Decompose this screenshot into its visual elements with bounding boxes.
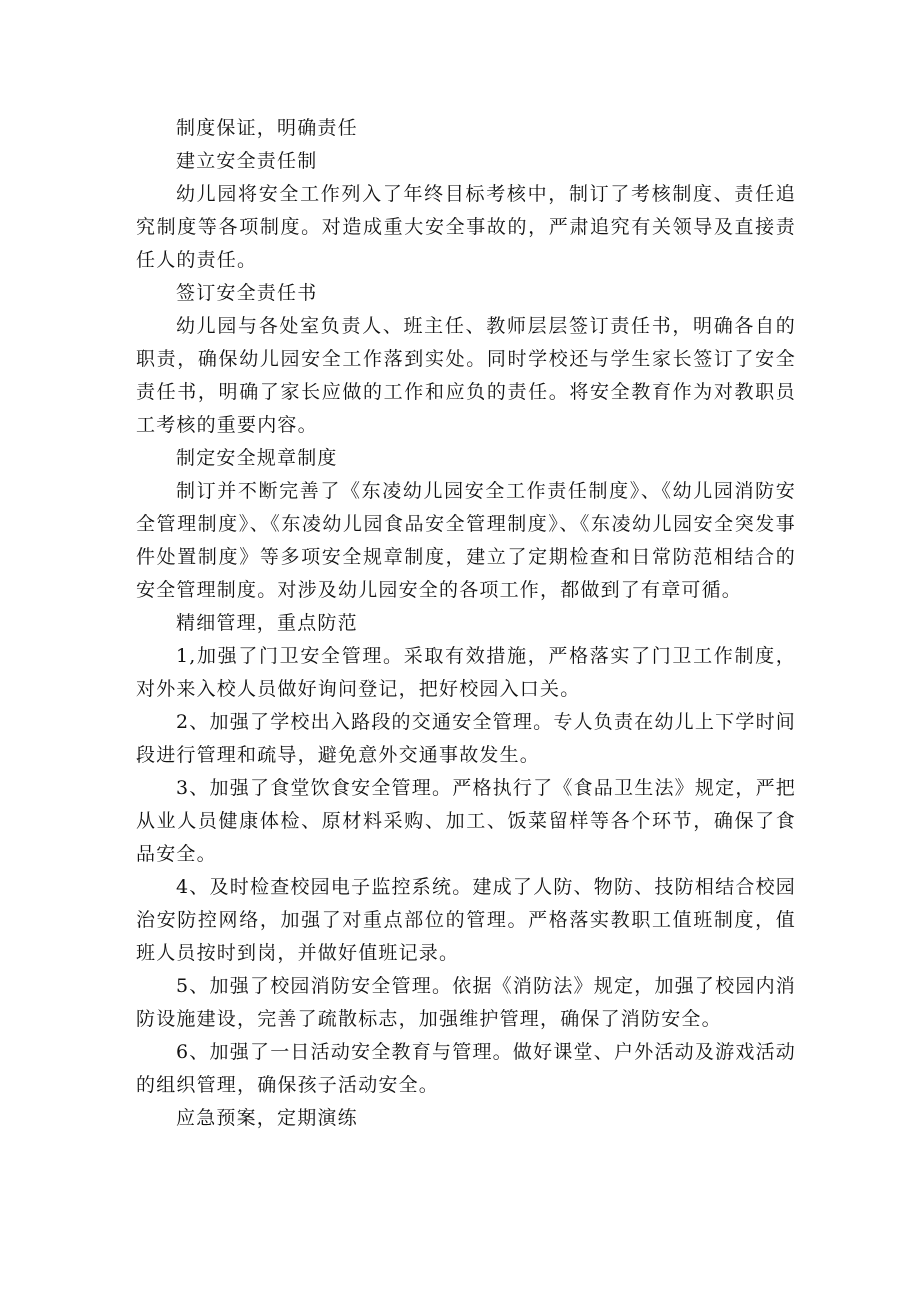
list-item: 6、加强了一日活动安全教育与管理。做好课堂、户外活动及游戏活动的组织管理，确保孩子活动安全。: [136, 1041, 796, 1096]
list-item: 1,加强了门卫安全管理。采取有效措施，严格落实了门卫工作制度，对外来入校人员做好询问登记，把好校园入口关。: [136, 645, 796, 700]
list-item: 4、及时检查校园电子监控系统。建成了人防、物防、技防相结合校园治安防控网络，加强了对重点部位的管理。严格落实教职工值班制度，值班人员按时到岗，并做好值班记录。: [136, 876, 796, 964]
body-paragraph: 幼儿园将安全工作列入了年终目标考核中，制订了考核制度、责任追究制度等各项制度。对造成重大安全事故的，严肃追究有关领导及直接责任人的责任。: [136, 183, 796, 271]
list-item: 5、加强了校园消防安全管理。依据《消防法》规定，加强了校园内消防设施建设，完善了疏散标志，加强维护管理，确保了消防安全。: [136, 975, 796, 1030]
body-paragraph: 幼儿园与各处室负责人、班主任、教师层层签订责任书，明确各自的职责，确保幼儿园安全工作落到实处。同时学校还与学生家长签订了安全责任书，明确了家长应做的工作和应负的责任。将安全教育作为对教职员工考核的重要内容。: [136, 315, 796, 436]
section-heading: 制定安全规章制度: [176, 447, 338, 469]
list-item: 3、加强了食堂饮食安全管理。严格执行了《食品卫生法》规定，严把从业人员健康体检、原材料采购、加工、饭菜留样等各个环节，确保了食品安全。: [136, 777, 796, 865]
document-body: [136, 112, 796, 1135]
section-heading: 制度保证，明确责任: [176, 117, 358, 139]
section-heading: 签订安全责任书: [176, 282, 318, 304]
body-paragraph: 制订并不断完善了《东凌幼儿园安全工作责任制度》、《幼儿园消防安全管理制度》、《东凌幼儿园食品安全管理制度》、《东凌幼儿园安全突发事件处置制度》等多项安全规章制度，建立了定期检查和日常防范相结合的安全管理制度。对涉及幼儿园安全的各项工作，都做到了有章可循。: [136, 480, 796, 601]
list-item: 2、加强了学校出入路段的交通安全管理。专人负责在幼儿上下学时间段进行管理和疏导，避免意外交通事故发生。: [136, 711, 796, 766]
section-heading: 建立安全责任制: [176, 150, 318, 172]
section-heading: 精细管理，重点防范: [176, 612, 358, 634]
section-heading: 应急预案，定期演练: [176, 1107, 358, 1129]
